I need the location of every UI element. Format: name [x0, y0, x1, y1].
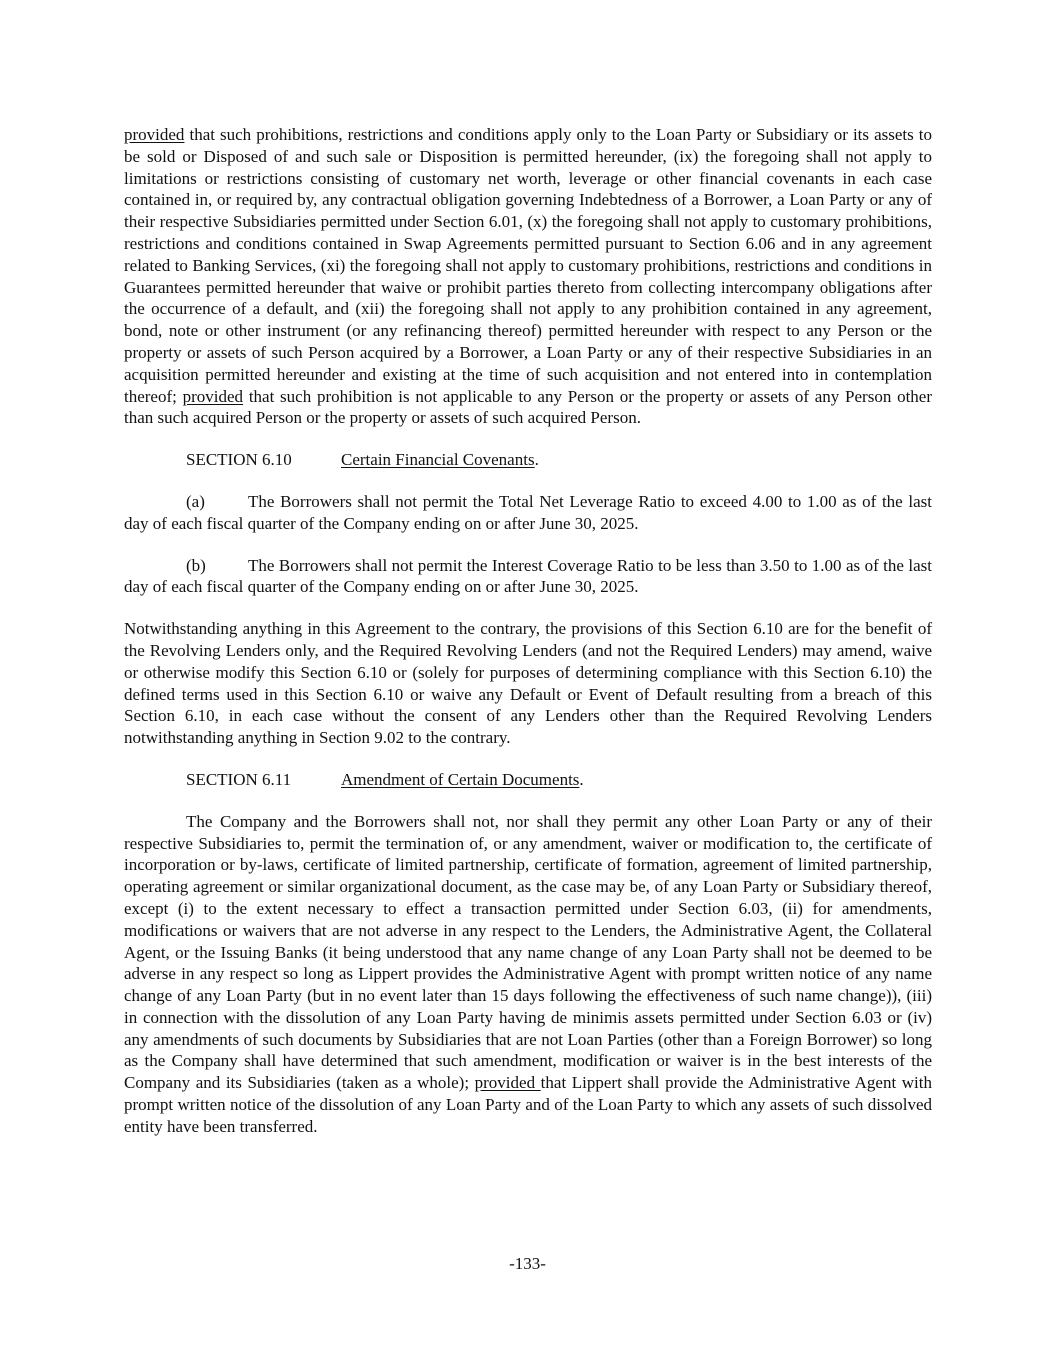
subsection-text: The Borrowers shall not permit the Total Net Leverage Ratio to exceed 4.00 to 1.00 as of the last day of each fiscal quarter of the Company ending on or after June 30, 2025. [124, 491, 932, 533]
provided-term: provided [124, 125, 185, 144]
subsection-label: (b) [186, 555, 206, 575]
paragraph-text: The Company and the Borrowers shall not, nor shall they permit any other Loan Party or any of their respective Subsidiaries to, permit the termination of, or any amendment, waiver or modification to, the certificate of incorporation or by-laws, certificate of limited partnership, certificate of formation, agreement of limited partnership, operating agreement or similar organizational document, as the case may be, of any Loan Party or Subsidiary thereof, except (i) to the extent necessary to effect a transaction permitted under Section 6.03, (ii) for amendments, modifications or waivers that are not adverse in any respect to the Lenders, the Administrative Agent, the Collateral Agent, or the Issuing Banks (it being understood that any name change of any Loan Party shall not be deemed to be adverse in any respect so long as Lippert provides the Administrative Agent with prompt written notice of any name change of any Loan Party (but in no event later than 15 days following the effectiveness of such name change)), (iii) in connection with the dissolution of any Loan Party having de minimis assets permitted under Section 6.03 or (iv) any amendments of such documents by Subsidiaries that are not Loan Parties (other than a Foreign Borrower) so long as the Company shall have determined that such amendment, modification or waiver is in the best interests of the Company and its Subsidiaries (taken as a whole); [124, 811, 932, 1093]
section-title: Certain Financial Covenants [341, 450, 535, 470]
paragraph-continuation [124, 124, 932, 429]
section-number: SECTION 6.11 [186, 769, 292, 789]
subsection-text: The Borrowers shall not permit the Interest Coverage Ratio to be less than 3.50 to 1.00 as of the last day of each fiscal quarter of the Company ending on or after June 30, 2025. [124, 555, 932, 597]
page-number: -133- [509, 1254, 546, 1273]
section-title: Amendment of Certain Documents [341, 769, 580, 789]
section-6-11-heading: SECTION 6.11 Amendment of Certain Documents. [186, 769, 584, 789]
subsection-label: (a) [186, 491, 205, 511]
provided-term: provided [182, 386, 244, 406]
notwithstanding-paragraph: Notwithstanding anything in this Agreement to the contrary, the provisions of this Section 6.10 are for the benefit of the Revolving Lenders only, and the Required Revolving Lenders (and not the Required Lenders) may amend, waive or otherwise modify this Section 6.10 or (solely for purposes of determining compliance with this Section 6.10) the defined terms used in this Section 6.10 or waive any Default or Event of Default resulting from a breach of this Section 6.10, in each case without the consent of any Lenders other than the Required Revolving Lenders notwithstanding anything in Section 9.02 to the contrary. [124, 619, 932, 748]
subsection-b [124, 555, 932, 599]
section-6-10-heading: SECTION 6.10 Certain Financial Covenants. [186, 450, 539, 470]
section-6-11-body [124, 811, 932, 1138]
provided-term: provided [474, 1073, 541, 1093]
section-number: SECTION 6.10 [186, 450, 292, 470]
paragraph-text: that Lippert shall provide the Administrative Agent with prompt written notice of the dissolution of any Loan Party and of the Loan Party to which any assets of such dissolved entity have been transferred. [124, 1073, 932, 1136]
document-page [124, 124, 932, 1138]
paragraph-text: that such prohibitions, restrictions and conditions apply only to the Loan Party or Subsidiary or its assets to be sold or Disposed of and such sale or Disposition is permitted hereunder, (ix) the foregoing shall not apply to limitations or restrictions consisting of customary net worth, leverage or other financial covenants in each case contained in, or required by, any contractual obligation governing Indebtedness of a Borrower, a Loan Party or any of their respective Subsidiaries permitted under Section 6.01, (x) the foregoing shall not apply to customary prohibitions, restrictions and conditions contained in Swap Agreements permitted pursuant to Section 6.06 and in any agreement related to Banking Services, (xi) the foregoing shall not apply to customary prohibitions, restrictions and conditions in Guarantees permitted hereunder that waive or prohibit parties thereto from collecting intercompany obligations after the occurrence of a default, and (xii) the foregoing shall not apply to any prohibition contained in any agreement, bond, note or other instrument (or any refinancing thereof) permitted hereunder with respect to any Person or the property or assets of such Person acquired by a Borrower, a Loan Party or any of their respective Subsidiaries in an acquisition permitted hereunder and existing at the time of such acquisition and not entered into in contemplation thereof; [124, 125, 932, 406]
paragraph-text: that such prohibition is not applicable to any Person or the property or assets of any Person other than such acquired Person or the property or assets of such acquired Person. [124, 386, 933, 428]
subsection-a [124, 491, 932, 535]
